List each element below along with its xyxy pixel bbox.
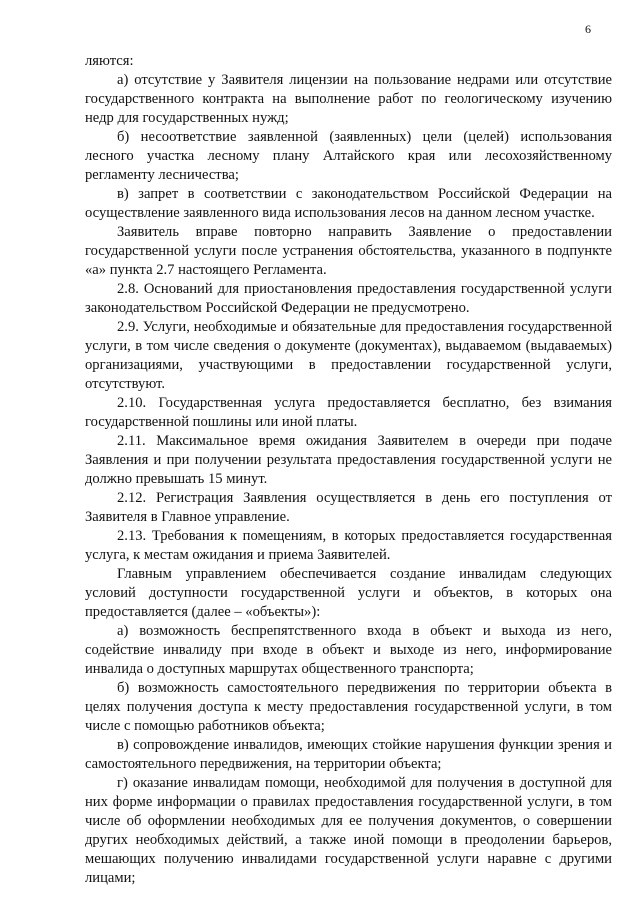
paragraph: Заявитель вправе повторно направить Заявление о предоставлении государственной услуги после устранения обстоятельства, указанного в подпункте «а» пункта 2.7 настоящего Регламента. <box>85 224 612 278</box>
page-number: 6 <box>585 22 591 36</box>
paragraph: а) возможность беспрепятственного входа в объект и выхода из него, содействие инвалиду при входе в объект и выходе из него, информирование инвалида о доступных маршрутах общественного транспорта; <box>85 623 612 677</box>
paragraph: 2.11. Максимальное время ожидания Заявителем в очереди при подаче Заявления и при получении результата предоставления государственной услуги не должно превышать 15 минут. <box>85 433 612 487</box>
paragraph: 2.10. Государственная услуга предоставляется бесплатно, без взимания государственной пошлины или иной платы. <box>85 395 612 430</box>
paragraph: 2.8. Оснований для приостановления предоставления государственной услуги законодательством Российской Федерации не предусмотрено. <box>85 281 612 316</box>
paragraph: 2.9. Услуги, необходимые и обязательные для предоставления государственной услуги, в том числе сведения о документе (документах), выдаваемом (выдаваемых) организациями, участвующими в предоставлении государственной услуги, отсутствуют. <box>85 319 612 392</box>
paragraph: в) запрет в соответствии с законодательством Российской Федерации на осуществление заявленного вида использования лесов на данном лесном участке. <box>85 186 612 221</box>
paragraph: 2.13. Требования к помещениям, в которых предоставляется государственная услуга, к местам ожидания и приема Заявителей. <box>85 528 612 563</box>
paragraph: б) возможность самостоятельного передвижения по территории объекта в целях получения доступа к месту предоставления государственной услуги, в том числе с помощью работников объекта; <box>85 680 612 734</box>
paragraph: в) сопровождение инвалидов, имеющих стойкие нарушения функции зрения и самостоятельного передвижения, на территории объекта; <box>85 737 612 772</box>
paragraph: Главным управлением обеспечивается создание инвалидам следующих условий доступности государственной услуги и объектов, в которых она предоставляется (далее – «объекты»): <box>85 566 612 620</box>
paragraph: а) отсутствие у Заявителя лицензии на пользование недрами или отсутствие государственного контракта на выполнение работ по геологическому изучению недр для государственных нужд; <box>85 72 612 126</box>
paragraph: б) несоответствие заявленной (заявленных) цели (целей) использования лесного участка лесному плану Алтайского края или лесохозяйственному регламенту лесничества; <box>85 129 612 183</box>
paragraph: 2.12. Регистрация Заявления осуществляется в день его поступления от Заявителя в Главное управление. <box>85 490 612 525</box>
paragraph: г) оказание инвалидам помощи, необходимой для получения в доступной для них форме информации о правилах предоставления государственной услуги, в том числе об оформлении необходимых для ее получения документов, о совершении других необходимых действий, а также иной помощи в преодолении барьеров, мешающих получению инвалидами государственной услуги наравне с другими лицами; <box>85 775 612 886</box>
paragraph: ляются: <box>85 53 134 69</box>
document-body <box>85 52 612 888</box>
